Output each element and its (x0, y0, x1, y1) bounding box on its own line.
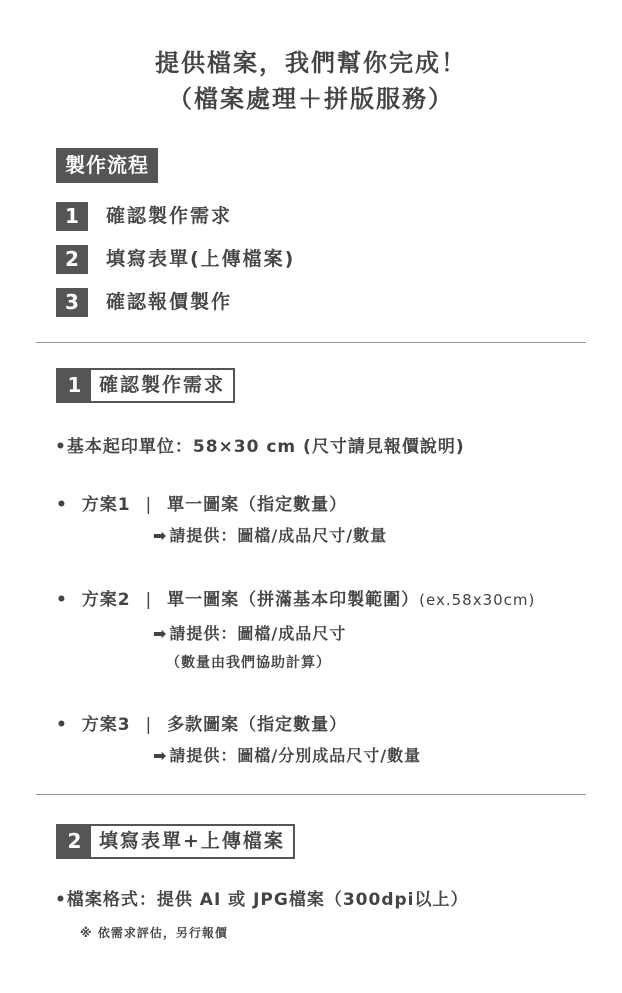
page-title: 提供檔案，我們幫你完成！ (155, 49, 467, 77)
section-divider (36, 794, 586, 795)
separator: | (145, 590, 153, 610)
plan-name: 方案2 (81, 590, 131, 610)
page-subtitle: （檔案處理＋拼版服務） (168, 85, 454, 113)
arrow-right-icon: ➡ (153, 526, 168, 545)
arrow-right-icon: ➡ (153, 746, 168, 765)
provide-text: 請提供：圖檔/成品尺寸/數量 (169, 526, 388, 545)
step-number-badge: 3 (56, 288, 88, 317)
process-step (56, 245, 295, 274)
bullet: • (56, 495, 68, 515)
bullet: • (56, 590, 68, 610)
provide-text: 請提供：圖檔/分別成品尺寸/數量 (169, 746, 422, 765)
process-step (56, 288, 232, 317)
plan-2-provide (153, 621, 346, 644)
provide-text: 請提供：圖檔/成品尺寸 (169, 624, 347, 643)
quote-note: ※ 依需求評估，另行報價 (80, 926, 228, 940)
section-number-badge: 1 (58, 370, 91, 401)
step-label: 填寫表單(上傳檔案) (106, 248, 296, 270)
step-label: 確認製作需求 (106, 205, 233, 227)
plan-2-line (56, 585, 535, 610)
section-divider (36, 342, 586, 343)
section-number-badge: 2 (58, 826, 91, 857)
process-step (56, 202, 232, 231)
section-title: 確認製作需求 (91, 370, 233, 401)
plan-1-line (56, 490, 347, 515)
process-tag: 製作流程 (56, 148, 158, 183)
file-format-info: •檔案格式：提供 AI 或 JPG檔案（300dpi以上） (55, 890, 469, 910)
section-title: 填寫表單+上傳檔案 (91, 826, 293, 857)
step-label: 確認報價製作 (106, 291, 233, 313)
plan-description: 單一圖案（指定數量） (167, 495, 348, 515)
section-1-header (56, 368, 235, 403)
step-number-badge: 2 (56, 245, 88, 274)
plan-3-line (56, 710, 347, 735)
section-2-header (56, 824, 295, 859)
print-unit-info: •基本起印單位：58×30 cm (尺寸請見報價說明) (55, 437, 465, 457)
arrow-right-icon: ➡ (153, 624, 168, 643)
plan-name: 方案3 (81, 715, 131, 735)
plan-3-provide (153, 743, 421, 766)
bullet: • (56, 715, 68, 735)
plan-name: 方案1 (81, 495, 131, 515)
plan-1-provide (153, 523, 387, 546)
separator: | (145, 715, 153, 735)
step-number-badge: 1 (56, 202, 88, 231)
plan-description: 多款圖案（指定數量） (167, 715, 348, 735)
plan-2-note: （數量由我們協助計算） (166, 655, 331, 671)
plan-example: (ex.58x30cm) (419, 591, 536, 609)
separator: | (145, 495, 153, 515)
plan-description: 單一圖案（拼滿基本印製範圍） (167, 590, 420, 610)
